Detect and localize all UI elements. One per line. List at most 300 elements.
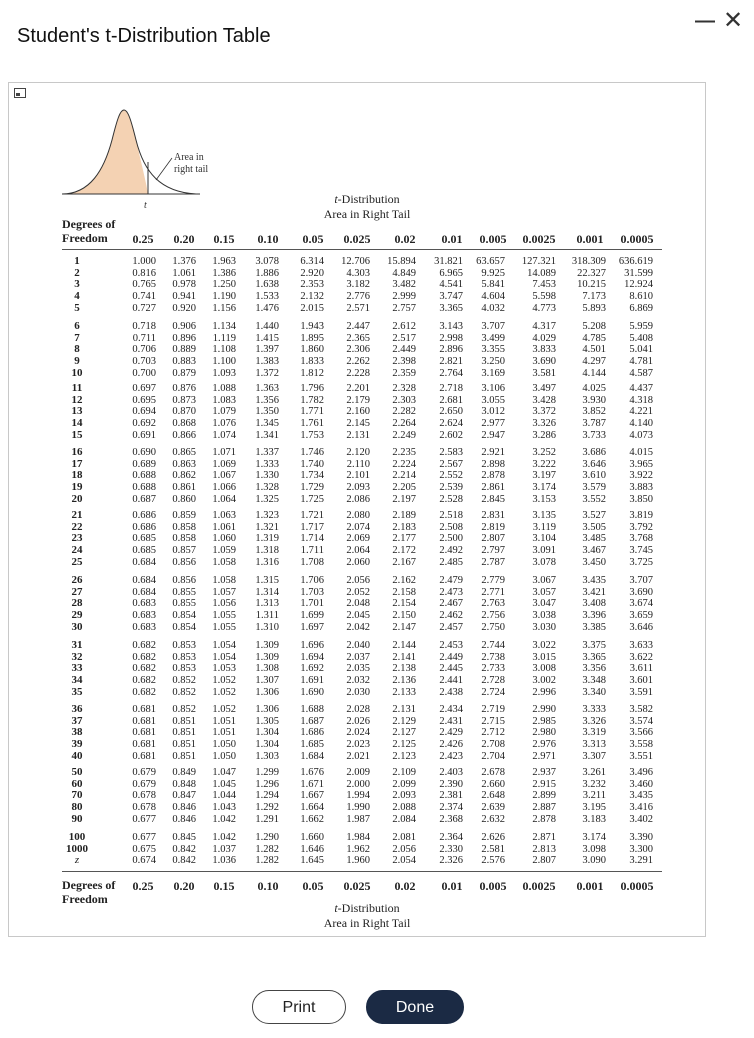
table-cell: 2.813 [532, 843, 556, 855]
table-cell: 3.852 [582, 406, 606, 418]
table-cell: 2.453 [439, 640, 463, 651]
table-cell: 2.045 [346, 610, 370, 622]
table-cell: 3.690 [532, 356, 556, 368]
table-cell: 3.250 [481, 356, 505, 368]
table-cell: 1.372 [255, 367, 279, 379]
table-cell: 3.402 [629, 813, 653, 825]
table-cell: 4.781 [629, 356, 653, 368]
table-cell: 2.144 [392, 640, 416, 651]
table-cell: 2.359 [392, 367, 416, 379]
table-cell: 2.069 [346, 533, 370, 545]
table-cell: 3.356 [582, 663, 606, 675]
table-cell: 0.847 [172, 790, 196, 802]
table-cell: 2.024 [346, 727, 370, 739]
table-cell: 1.686 [300, 727, 324, 739]
table-cell: 2.899 [532, 790, 556, 802]
table-cell: 1.699 [300, 610, 324, 622]
table-cell: 10.215 [577, 279, 606, 291]
table-cell: 3.581 [532, 367, 556, 379]
caption-bottom: t-Distribution Area in Right Tail [323, 901, 411, 930]
table-cell: 0.854 [172, 610, 196, 622]
table-cell: 3.674 [629, 598, 653, 610]
table-cell: 2.026 [346, 715, 370, 727]
table-cell: 3.883 [629, 482, 653, 494]
table-cell: 4.015 [629, 447, 653, 458]
bottom-col-header: 0.0025 [522, 879, 556, 893]
table-cell: 0.686 [132, 510, 156, 521]
table-cell: 2.971 [532, 750, 556, 762]
table-cell: 1.690 [300, 686, 324, 698]
caption-top: t-Distribution Area in Right Tail [323, 192, 411, 221]
table-cell: 1.812 [300, 367, 324, 379]
table-cell: 12.706 [341, 256, 370, 267]
table-cell: 1.282 [255, 855, 279, 867]
table-cell: 3.197 [532, 470, 556, 482]
table-cell: 0.688 [132, 482, 156, 494]
table-cell: 1.156 [212, 302, 236, 314]
table-cell: 2.576 [481, 855, 505, 867]
row-label: 90 [71, 812, 83, 825]
table-cell: 0.941 [172, 291, 196, 303]
table-cell: 1.740 [300, 458, 324, 470]
table-cell: 1.311 [255, 610, 279, 622]
table-cell: 2.028 [346, 704, 370, 715]
table-cell: 3.450 [582, 556, 606, 568]
table-cell: 22.327 [577, 267, 606, 279]
table-cell: 5.893 [582, 302, 606, 314]
table-cell: 3.333 [582, 704, 606, 715]
table-cell: 1.761 [300, 418, 324, 430]
table-cell: 2.138 [392, 663, 416, 675]
table-cell: 1.415 [255, 332, 279, 344]
row-label: 6 [74, 320, 80, 332]
table-cell: 2.445 [439, 663, 463, 675]
table-cell: 3.922 [629, 470, 653, 482]
table-cell: 1.984 [346, 832, 370, 843]
table-cell: 2.878 [481, 470, 505, 482]
table-cell: 6.965 [439, 267, 463, 279]
table-cell: 1.676 [300, 767, 324, 778]
table-cell: 0.681 [132, 739, 156, 751]
table-cell: 3.047 [532, 598, 556, 610]
table-cell: 2.990 [532, 704, 556, 715]
table-cell: 3.768 [629, 533, 653, 545]
table-cell: 1.397 [255, 344, 279, 356]
table-cell: 2.081 [392, 832, 416, 843]
table-cell: 2.228 [346, 367, 370, 379]
table-cell: 3.482 [392, 279, 416, 291]
bottom-col-header: 0.0005 [620, 879, 654, 893]
table-cell: 2.449 [392, 344, 416, 356]
table-cell: 1.645 [300, 855, 324, 867]
table-cell: 2.189 [392, 510, 416, 521]
table-cell: 1.313 [255, 598, 279, 610]
table-cell: 3.055 [481, 394, 505, 406]
table-cell: 5.841 [481, 279, 505, 291]
row-label: 27 [71, 585, 83, 598]
table-cell: 0.858 [172, 521, 196, 533]
table-cell: 2.878 [532, 813, 556, 825]
table-cell: 0.706 [132, 344, 156, 356]
table-cell: 3.286 [532, 429, 556, 441]
table-cell: 1.079 [212, 406, 236, 418]
table-cell: 3.153 [532, 493, 556, 505]
row-label: 37 [71, 714, 83, 727]
table-cell: 2.037 [346, 651, 370, 663]
row-label: 16 [71, 446, 83, 458]
table-cell: 2.147 [392, 621, 416, 633]
table-cell: 1.055 [212, 621, 236, 633]
table-cell: 14.089 [527, 267, 556, 279]
top-col-header: 0.10 [257, 232, 279, 246]
table-cell: 0.857 [172, 545, 196, 557]
table-cell: 2.123 [392, 750, 416, 762]
row-label: 22 [71, 520, 83, 533]
bottom-col-header: 0.005 [479, 879, 507, 893]
row-label: 100 [68, 831, 86, 843]
table-cell: 1.304 [255, 727, 279, 739]
table-cell: 0.694 [132, 406, 156, 418]
table-cell: 3.390 [629, 832, 653, 843]
table-cell: 2.457 [439, 621, 463, 633]
table-cell: 3.930 [582, 394, 606, 406]
table-cell: 2.821 [439, 356, 463, 368]
header-rule [62, 249, 662, 250]
table-cell: 2.462 [439, 610, 463, 622]
table-cell: 2.162 [392, 575, 416, 586]
row-label: 17 [71, 457, 83, 470]
table-cell: 0.727 [132, 302, 156, 314]
table-cell: 1.059 [212, 545, 236, 557]
row-label: 34 [71, 674, 83, 687]
table-cell: 0.685 [132, 545, 156, 557]
table-cell: 2.887 [532, 802, 556, 814]
table-cell: 0.674 [132, 855, 156, 867]
table-cell: 2.581 [481, 843, 505, 855]
table-cell: 0.851 [172, 727, 196, 739]
table-cell: 3.579 [582, 482, 606, 494]
table-cell: 1.044 [212, 790, 236, 802]
table-cell: 2.368 [439, 813, 463, 825]
table-cell: 0.896 [172, 332, 196, 344]
top-col-header: 0.15 [213, 232, 235, 246]
table-cell: 2.136 [392, 675, 416, 687]
table-cell: 1.688 [300, 704, 324, 715]
table-cell: 0.679 [132, 767, 156, 778]
table-cell: 1.303 [255, 750, 279, 762]
table-cell: 2.738 [481, 651, 505, 663]
table-cell: 2.099 [392, 778, 416, 790]
table-cell: 3.725 [629, 556, 653, 568]
table-cell: 3.015 [532, 651, 556, 663]
table-cell: 2.583 [439, 447, 463, 458]
table-cell: 2.040 [346, 640, 370, 651]
row-label: z [74, 854, 80, 867]
table-cell: 2.704 [481, 750, 505, 762]
table-cell: 2.179 [346, 394, 370, 406]
table-cell: 3.143 [439, 321, 463, 332]
table-cell: 2.129 [392, 715, 416, 727]
row-label: 1000 [66, 842, 88, 855]
table-cell: 2.467 [439, 598, 463, 610]
top-col-header: 0.0005 [620, 232, 654, 246]
table-cell: 2.141 [392, 651, 416, 663]
table-cell: 2.167 [392, 556, 416, 568]
row-label: 36 [71, 703, 83, 715]
table-cell: 3.965 [629, 458, 653, 470]
table-cell: 2.797 [481, 545, 505, 557]
bottom-col-header: 0.05 [302, 879, 324, 893]
table-cell: 1.708 [300, 556, 324, 568]
table-cell: 0.682 [132, 675, 156, 687]
table-cell: 3.428 [532, 394, 556, 406]
table-cell: 3.416 [629, 802, 653, 814]
table-cell: 3.408 [582, 598, 606, 610]
table-cell: 2.145 [346, 418, 370, 430]
table-cell: 0.851 [172, 739, 196, 751]
table-cell: 3.690 [629, 586, 653, 598]
table-cell: 1.310 [255, 621, 279, 633]
image-icon [14, 88, 26, 98]
table-cell: 1.308 [255, 663, 279, 675]
table-cell: 1.051 [212, 727, 236, 739]
table-cell: 1.943 [300, 321, 324, 332]
table-cell: 1.282 [255, 843, 279, 855]
table-cell: 0.681 [132, 704, 156, 715]
table-cell: 3.646 [629, 621, 653, 633]
row-label: 31 [71, 639, 83, 651]
table-cell: 2.093 [392, 790, 416, 802]
table-cell: 2.183 [392, 521, 416, 533]
t-axis-label: t [144, 200, 147, 211]
table-cell: 1.057 [212, 586, 236, 598]
table-cell: 2.915 [532, 778, 556, 790]
table-cell: 1.052 [212, 704, 236, 715]
table-cell: 1.960 [346, 855, 370, 867]
row-label: 50 [71, 766, 83, 778]
table-cell: 1.796 [300, 383, 324, 394]
table-cell: 2.985 [532, 715, 556, 727]
table-cell: 2.708 [481, 739, 505, 751]
table-cell: 1.701 [300, 598, 324, 610]
table-cell: 2.423 [439, 750, 463, 762]
table-cell: 2.197 [392, 493, 416, 505]
table-cell: 2.429 [439, 727, 463, 739]
table-cell: 2.035 [346, 663, 370, 675]
table-cell: 5.041 [629, 344, 653, 356]
table-cell: 1.771 [300, 406, 324, 418]
table-cell: 2.009 [346, 767, 370, 778]
row-label: 39 [71, 738, 83, 751]
table-cell: 1.294 [255, 790, 279, 802]
close-icon[interactable]: ✕ [722, 7, 744, 34]
table-cell: 3.232 [582, 778, 606, 790]
table-cell: 1.037 [212, 843, 236, 855]
table-cell: 1.711 [300, 545, 324, 557]
table-cell: 3.195 [582, 802, 606, 814]
table-cell: 4.073 [629, 429, 653, 441]
table-cell: 2.845 [481, 493, 505, 505]
table-cell: 1.323 [255, 510, 279, 521]
table-cell: 1.050 [212, 750, 236, 762]
table-cell: 5.408 [629, 332, 653, 344]
table-cell: 0.683 [132, 621, 156, 633]
table-cell: 1.108 [212, 344, 236, 356]
table-cell: 1.058 [212, 556, 236, 568]
table-cell: 1.345 [255, 418, 279, 430]
table-cell: 3.435 [582, 575, 606, 586]
table-cell: 1.309 [255, 651, 279, 663]
table-cell: 1.990 [346, 802, 370, 814]
table-cell: 1.064 [212, 493, 236, 505]
table-cell: 1.306 [255, 704, 279, 715]
table-cell: 4.317 [532, 321, 556, 332]
table-cell: 3.291 [629, 855, 653, 867]
table-cell: 0.861 [172, 482, 196, 494]
table-cell: 1.729 [300, 482, 324, 494]
table-cell: 3.496 [629, 767, 653, 778]
table-cell: 3.611 [629, 663, 653, 675]
table-cell: 0.683 [132, 598, 156, 610]
table-cell: 2.479 [439, 575, 463, 586]
table-cell: 1.134 [212, 321, 236, 332]
table-cell: 3.135 [532, 510, 556, 521]
table-cell: 1.307 [255, 675, 279, 687]
table-cell: 0.853 [172, 663, 196, 675]
table-cell: 2.744 [481, 640, 505, 651]
table-cell: 2.449 [439, 651, 463, 663]
table-cell: 2.431 [439, 715, 463, 727]
table-cell: 2.125 [392, 739, 416, 751]
table-cell: 2.150 [392, 610, 416, 622]
table-cell: 3.633 [629, 640, 653, 651]
table-cell: 0.700 [132, 367, 156, 379]
table-cell: 2.733 [481, 663, 505, 675]
table-cell: 2.980 [532, 727, 556, 739]
table-cell: 3.659 [629, 610, 653, 622]
table-cell: 1.725 [300, 493, 324, 505]
table-cell: 2.365 [346, 332, 370, 344]
table-cell: 2.086 [346, 493, 370, 505]
table-cell: 2.757 [392, 302, 416, 314]
table-cell: 0.684 [132, 556, 156, 568]
table-cell: 1.061 [212, 521, 236, 533]
table-cell: 4.501 [582, 344, 606, 356]
table-cell: 2.724 [481, 686, 505, 698]
table-cell: 3.252 [532, 447, 556, 458]
table-cell: 0.703 [132, 356, 156, 368]
table-cell: 0.846 [172, 813, 196, 825]
table-cell: 2.921 [481, 447, 505, 458]
table-cell: 3.622 [629, 651, 653, 663]
table-cell: 0.865 [172, 447, 196, 458]
table-cell: 1.638 [255, 279, 279, 291]
table-cell: 3.098 [582, 843, 606, 855]
table-cell: 3.435 [629, 790, 653, 802]
table-cell: 0.682 [132, 651, 156, 663]
table-cell: 0.845 [172, 832, 196, 843]
table-cell: 3.300 [629, 843, 653, 855]
footer-rule [62, 871, 662, 872]
dof-header-top: Degrees of Freedom [62, 217, 116, 245]
table-cell: 0.692 [132, 418, 156, 430]
table-cell: 1.746 [300, 447, 324, 458]
table-cell: 1.321 [255, 521, 279, 533]
row-label: 23 [71, 532, 83, 545]
table-cell: 2.776 [346, 291, 370, 303]
row-label: 33 [71, 662, 83, 675]
table-cell: 3.078 [532, 556, 556, 568]
table-cell: 1.696 [300, 640, 324, 651]
print-button[interactable]: Print [252, 990, 346, 1024]
bottom-col-header: 0.02 [394, 879, 416, 893]
row-label: 13 [71, 405, 83, 418]
table-cell: 1.045 [212, 778, 236, 790]
table-cell: 1.962 [346, 843, 370, 855]
table-cell: 0.879 [172, 367, 196, 379]
table-cell: 1.076 [212, 418, 236, 430]
row-label: 24 [71, 544, 83, 557]
table-cell: 0.682 [132, 686, 156, 698]
row-label: 9 [74, 355, 80, 368]
table-cell: 4.604 [481, 291, 505, 303]
bottom-col-header: 0.10 [257, 879, 279, 893]
table-cell: 4.032 [481, 302, 505, 314]
table-cell: 1.333 [255, 458, 279, 470]
table-cell: 2.624 [439, 418, 463, 430]
table-cell: 2.998 [439, 332, 463, 344]
table-cell: 3.372 [532, 406, 556, 418]
table-cell: 3.707 [481, 321, 505, 332]
table-cell: 3.566 [629, 727, 653, 739]
table-cell: 0.741 [132, 291, 156, 303]
table-cell: 1.315 [255, 575, 279, 586]
table-cell: 2.131 [346, 429, 370, 441]
table-cell: 1.753 [300, 429, 324, 441]
table-cell: 0.860 [172, 493, 196, 505]
table-cell: 2.500 [439, 533, 463, 545]
table-cell: 3.222 [532, 458, 556, 470]
row-label: 30 [71, 620, 83, 633]
table-cell: 3.787 [582, 418, 606, 430]
table-cell: 2.750 [481, 621, 505, 633]
bottom-col-header: 0.15 [213, 879, 235, 893]
row-label: 3 [74, 278, 80, 291]
table-cell: 2.154 [392, 598, 416, 610]
table-cell: 2.015 [300, 302, 324, 314]
table-cell: 0.718 [132, 321, 156, 332]
table-cell: 4.303 [346, 267, 370, 279]
table-cell: 0.695 [132, 394, 156, 406]
table-cell: 1.325 [255, 493, 279, 505]
table-cell: 1.671 [300, 778, 324, 790]
table-cell: 1.963 [212, 256, 236, 267]
minimize-icon[interactable]: — [695, 10, 715, 32]
done-button[interactable]: Done [366, 990, 464, 1024]
table-cell: 1.860 [300, 344, 324, 356]
table-cell: 2.000 [346, 778, 370, 790]
table-cell: 2.052 [346, 586, 370, 598]
top-col-header: 0.20 [173, 232, 195, 246]
table-cell: 3.582 [629, 704, 653, 715]
table-cell: 1.063 [212, 510, 236, 521]
table-cell: 1.069 [212, 458, 236, 470]
bottom-col-header: 0.025 [343, 879, 371, 893]
table-cell: 2.201 [346, 383, 370, 394]
table-cell: 0.876 [172, 383, 196, 394]
table-cell: 2.262 [346, 356, 370, 368]
row-label: 20 [71, 492, 83, 505]
